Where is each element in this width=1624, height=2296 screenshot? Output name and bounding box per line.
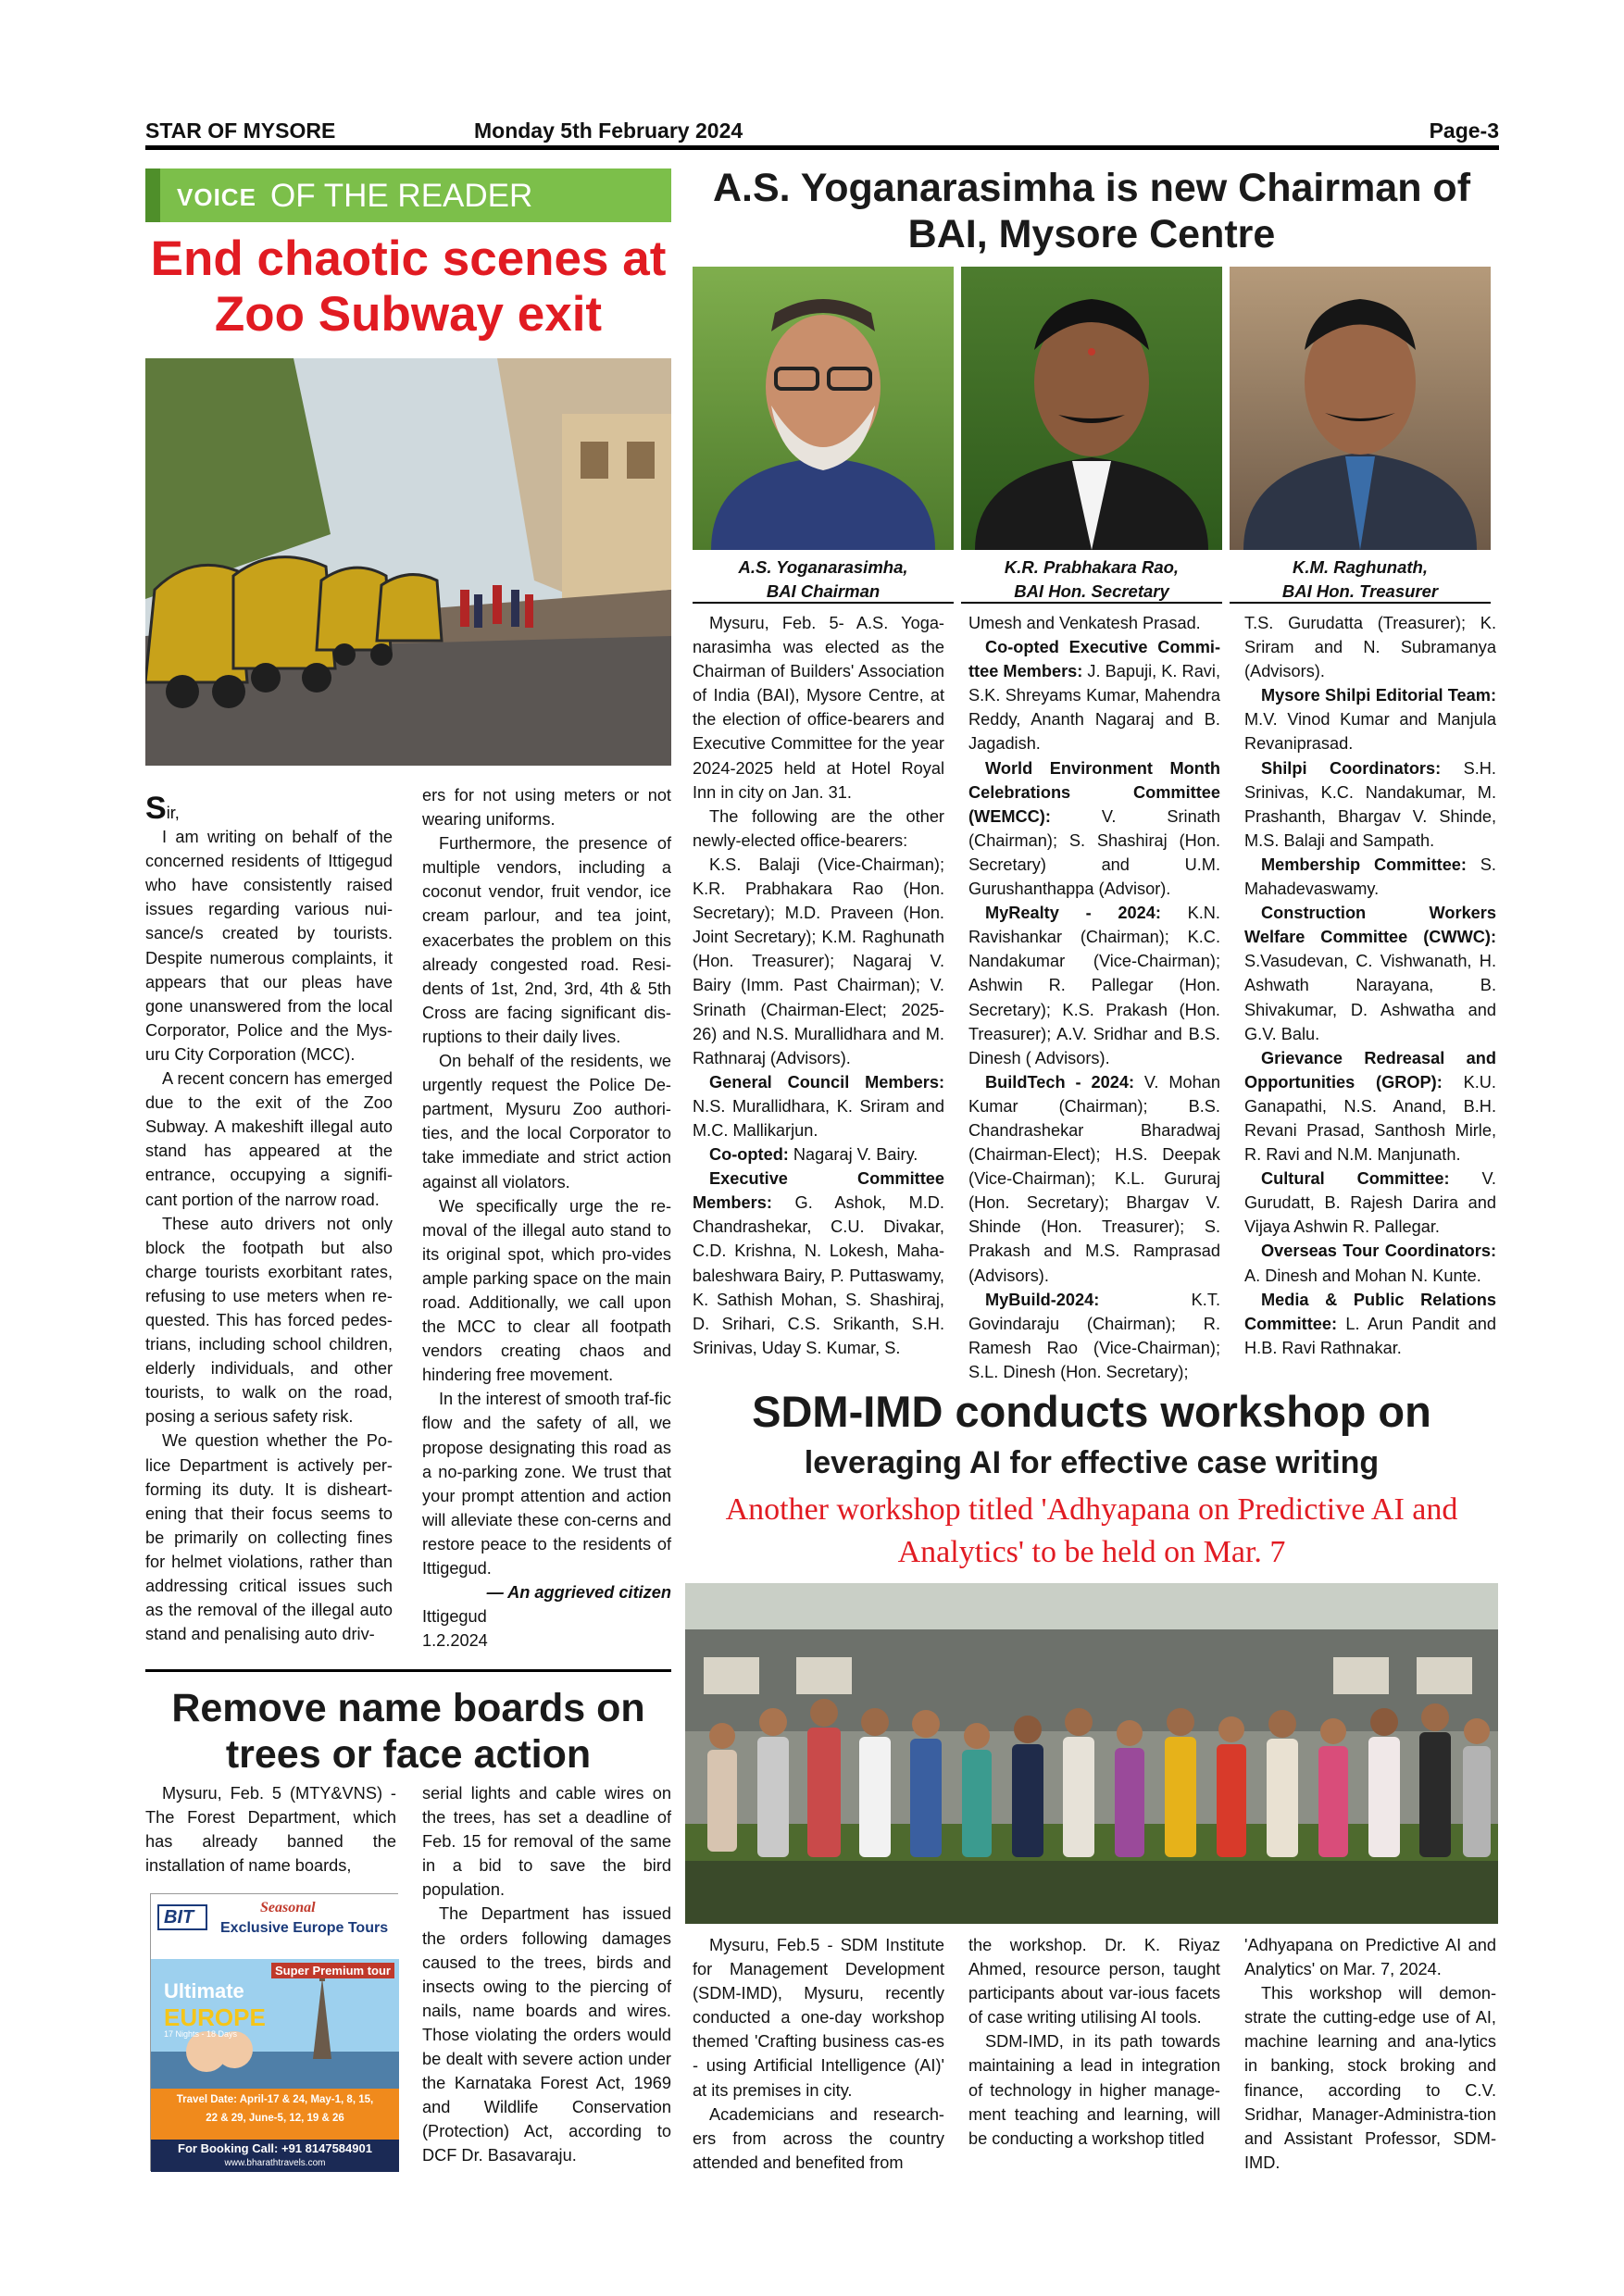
letter-paragraph: We specifically urge the re-moval of the illegal auto stand to its original spot, which pro-vides ample parking space on the main road. Additionally, we call upon the MCC to clear all footpath vendors creating chaos and hindering free movement. <box>422 1196 671 1385</box>
letter-column-2 <box>422 783 671 1653</box>
bai-paragraph <box>1244 1239 1496 1287</box>
bai-text: S.Vasudevan, C. Vishwanath, H. Ashwath Narayana, B. Shivakumar, D. Ashwatha and G.V. Balu. <box>1244 952 1496 1043</box>
sdm-column-2 <box>968 1933 1220 2151</box>
bai-lead: Overseas Tour Coordinators: <box>1261 1242 1496 1261</box>
letter-date: 1.2.2024 <box>422 1631 488 1651</box>
ad-tag: Seasonal <box>260 1900 316 1915</box>
bai-headline: A.S. Yoganarasimha is new Chairman of BAI, Mysore Centre <box>712 166 1471 256</box>
sdm-headline: SDM-IMD conducts workshop on <box>752 1387 1431 1436</box>
voice-label: VOICE <box>177 183 256 211</box>
bai-lead: Media & Public Relations Committee: <box>1244 1290 1496 1333</box>
bai-paragraph <box>1244 756 1496 853</box>
bai-paragraph <box>968 635 1220 755</box>
letter-column-1 <box>145 791 393 1646</box>
bai-text: N.S. Murallidhara, K. Sriram and M.C. Mallikarjun. <box>693 1096 944 1140</box>
bai-text: J. Bapuji, K. Ravi, S.K. Shreyams Kumar, Mahendra Reddy, Ananth Nagaraj and B. Jagadish. <box>968 662 1220 754</box>
bai-paragraph <box>1244 853 1496 901</box>
ad-travel-dates-2: 22 & 29, June-5, 12, 19 & 26 <box>206 2113 344 2124</box>
bai-paragraph <box>968 1288 1220 1384</box>
bai-lead: Mysore Shilpi Editorial Team: <box>1261 686 1496 705</box>
trees-paragraph: Mysuru, Feb. 5 (MTY&VNS) - The Forest Department, which has already banned the installation of name boards, <box>145 1784 396 1876</box>
bai-text: S.H. Srinivas, K.C. Nandakumar, M. Prashanth, Bhargav V. Shinde, M.S. Balaji and Sampath. <box>1244 758 1496 850</box>
ad-nights: 17 Nights - 18 Days <box>164 2029 238 2039</box>
portrait-yoganarasimha <box>693 267 954 550</box>
sdm-paragraph: 'Adhyapana on Predictive AI and Analytics' on Mar. 7, 2024. <box>1244 1936 1496 1979</box>
bai-text: Mysuru, Feb. 5- A.S. Yoga-narasimha was elected as the Chairman of Builders' Association of India (BAI), Mysore Centre, at the election of office-bearers and Executive Committee for the year 2024-2025 held at Hotel Royal Inn in city on Jan. 31. <box>693 614 944 802</box>
bai-text: K.T. Govindaraju (Chairman); R. Ramesh Rao (Vice-Chairman); S.L. Dinesh (Hon. Secretary); <box>968 1290 1220 1381</box>
bai-lead: BuildTech - 2024: <box>985 1072 1134 1092</box>
bai-paragraph <box>693 611 944 805</box>
bai-paragraph <box>1244 1046 1496 1167</box>
bai-lead: Co-opted: <box>709 1145 789 1165</box>
sdm-paragraph: SDM-IMD, in its path towards maintaining a lead in integration of technology in higher manage-ment teaching and learning, will be conducting a workshop titled <box>968 2032 1220 2148</box>
letter-paragraph: Furthermore, the presence of multiple vendors, including a coconut vendor, fruit vendor, ice cream parlour, and tea joint, exacerbates the problem on this already congested road. Resi-dents of 1st, 2nd, 3rd, 4th & 5th Cross are facing significant dis-ruptions to their daily lives. <box>422 834 671 1046</box>
group-people <box>685 1583 1498 1924</box>
sdm-paragraph: Mysuru, Feb.5 - SDM Institute for Management Development (SDM-IMD), Mysuru, recently conducted a one-day workshop themed 'Crafting business cas-es - using Artificial Intelligence (AI)' at its premises in city. <box>693 1936 944 2100</box>
bai-text: V. Srinath (Chairman); S. Shashiraj (Hon. Secretary) and U.M. Gurushanthappa (Advisor). <box>968 806 1220 899</box>
sdm-paragraph: Academicians and research-ers from across the country attended and benefited from <box>693 2104 944 2172</box>
ad-travel-dates-1: Travel Date: April-17 & 24, May-1, 8, 15, <box>176 2094 374 2105</box>
bai-paragraph <box>693 853 944 1070</box>
bai-lead: MyRealty - 2024: <box>985 904 1161 923</box>
bai-text: A. Dinesh and Mohan N. Kunte. <box>1244 1266 1481 1285</box>
bai-lead: Co-opted Executive Commi-ttee Members: <box>968 638 1220 681</box>
bai-text: G. Ashok, M.D. Chandrashekar, C.U. Divakar, C.D. Krishna, N. Lokesh, Maha-baleshwara Bairy, P. Puttaswamy, K. Sathish Mohan, S. Shashiraj, D. Srihari, C.S. Srikanth, S.H. Srinivas, Uday S. Kumar, S. <box>693 1193 944 1357</box>
portrait-prabhakara-rao <box>961 267 1222 550</box>
letter-paragraph: We question whether the Po-lice Department is actively per-forming its duty. It is disheart-ening that their focus seems to be primarily on collecting fines for helmet violations, rather than addressing critical issues such as the removal of the illegal auto stand and penalising auto driv- <box>145 1431 393 1644</box>
bai-text: K.N. Ravishankar (Chairman); K.C. Nandakumar (Vice-Chairman); Ashwin R. Pallegar (Hon. Secretary); K.S. Prakash (Hon. Treasurer); A.V. Sridhar and B.S. Dinesh ( Advisors). <box>968 904 1220 1067</box>
sdm-column-3 <box>1244 1933 1496 2175</box>
bai-lead: General Council Members: <box>709 1072 944 1092</box>
sdm-column-1 <box>693 1933 944 2175</box>
page-number: Page-3 <box>1429 119 1499 143</box>
caption-name: K.R. Prabhakara Rao, <box>1004 557 1180 577</box>
trees-column-2 <box>422 1781 671 2168</box>
bai-column-1 <box>693 611 944 1360</box>
section-divider <box>145 1669 671 1672</box>
trees-paragraph: The Department has issued the orders following damages caused to the trees, birds and insects owing to the piercing of nails, name boards and wires. Those violating the orders would be dealt with severe action under the Karnataka Forest Act, 1969 and Wildlife Conservation (Protection) Act, according to DCF Dr. Basavaraju. <box>422 1904 671 2165</box>
sdm-paragraph: This workshop will demon-strate the cutting-edge use of AI, machine learning and ana-lytics in banking, stock broking and finance, according to C.V. Sridhar, Manager-Administra-tion and Assistant Professor, SDM-IMD. <box>1244 1984 1496 2172</box>
bai-text: M.V. Vinod Kumar and Manjula Revaniprasad. <box>1244 710 1496 754</box>
letter-place: Ittigegud <box>422 1607 487 1627</box>
letter-paragraph: A recent concern has emerged due to the exit of the Zoo Subway. A makeshift illegal auto stand has appeared at the entrance, occupying a signifi-cant portion of the narrow road. <box>145 1069 393 1209</box>
sdm-paragraph: the workshop. Dr. K. Riyaz Ahmed, resource person, taught participants about var-ious facets of case writing utilising AI tools. <box>968 1936 1220 2028</box>
bai-lead: World Environment Month Celebrations Committee (WEMCC): <box>968 758 1220 826</box>
voice-banner <box>145 168 671 222</box>
street-scene-graphic <box>145 358 671 766</box>
bai-paragraph <box>1244 1288 1496 1360</box>
sdm-subheadline: leveraging AI for effective case writing <box>804 1445 1380 1480</box>
bai-text: K.U. Ganapathi, N.S. Anand, B.H. Revani Prasad, Santhosh Mirle, R. Ravi and N.M. Manjunath. <box>1244 1072 1496 1165</box>
bai-lead: MyBuild-2024: <box>985 1290 1100 1309</box>
caption-role: BAI Hon. Treasurer <box>1281 581 1439 601</box>
letter-headline: End chaotic scenes at Zoo Subway exit <box>150 231 667 342</box>
ad-ultimate: Ultimate <box>164 1979 244 2003</box>
ad-title: Exclusive Europe Tours <box>220 1920 389 1936</box>
bai-text: L. Arun Pandit and H.B. Ravi Rathnakar. <box>1244 1314 1496 1357</box>
bai-text: The following are the other newly-elected office-bearers: <box>693 806 944 850</box>
salutation-rest: ir, <box>166 804 180 822</box>
letter-paragraph: I am writing on behalf of the concerned residents of Ittigegud who have consistently raised issues regarding various nui-sance/s created by tourists. Despite numerous complaints, it appears that our pleas have gone unanswered from the local Corporator, Police and the Mys-uru City Corporation (MCC). <box>145 828 393 1064</box>
caption-role: BAI Chairman <box>766 581 881 601</box>
trees-paragraph: serial lights and cable wires on the trees, has set a deadline of Feb. 15 for removal of the same in a bid to save the bird population. <box>422 1784 671 1900</box>
caption-role: BAI Hon. Secretary <box>1014 581 1169 601</box>
caption-chairman <box>693 555 954 604</box>
bai-paragraph <box>693 1070 944 1142</box>
bai-paragraph <box>693 1142 944 1167</box>
bai-paragraph <box>1244 1167 1496 1239</box>
bai-text: S. Mahadevaswamy. <box>1244 855 1496 899</box>
bai-text: K.S. Balaji (Vice-Chairman); K.R. Prabhakara Rao (Hon. Secretary); M.D. Praveen (Hon. Joint Secretary); K.M. Raghunath (Hon. Treasurer); Nagaraj V. Bairy (Imm. Past Chairman); V. Srinath (Chairman-Elect; 2025-26) and N.S. Murallidhara and M. Rathnaraj (Advisors). <box>693 855 944 1067</box>
bai-lead: Membership Committee: <box>1261 855 1467 874</box>
ad-europe: EUROPE <box>164 2003 266 2031</box>
sdm-red-deck: Another workshop titled 'Adhyapana on Predictive AI and Analytics' to be held on Mar. 7 <box>725 1492 1458 1569</box>
bai-paragraph <box>968 901 1220 1070</box>
of-the-reader-label: OF THE READER <box>270 178 533 214</box>
europe-tour-advertisement[interactable] <box>150 1893 398 2171</box>
drop-cap: S <box>145 791 167 826</box>
workshop-group-photo <box>685 1583 1498 1924</box>
bai-paragraph <box>1244 683 1496 755</box>
letter-paragraph: In the interest of smooth traf-fic flow and the safety of all, we propose designating this road as a no-parking zone. We trust that your prompt attention and action will alleviate these con-cerns and restore peace to the residents of Ittigegud. <box>422 1390 671 1578</box>
bai-lead: Executive Committee Members: <box>693 1169 944 1213</box>
bai-lead: Grievance Redreasal and Opportunities (GROP): <box>1244 1048 1496 1092</box>
bai-lead: Construction Workers Welfare Committee (CWWC): <box>1244 904 1496 947</box>
portrait-raghunath <box>1230 267 1491 550</box>
ad-booking-phone[interactable]: For Booking Call: +91 8147584901 <box>178 2141 372 2155</box>
bai-text: V. Gurudatt, B. Rajesh Darira and Vijaya Ashwin R. Pallegar. <box>1244 1169 1496 1237</box>
bai-lead: Cultural Committee: <box>1261 1169 1450 1189</box>
caption-secretary <box>961 555 1222 604</box>
bai-paragraph <box>693 1167 944 1360</box>
trees-column-1 <box>145 1781 396 1878</box>
ad-logo: BIT <box>164 1907 194 1928</box>
letter-paragraph: On behalf of the residents, we urgently request the Police De-partment, Mysuru Zoo authori-ties, and the local Corporator to take immediate and strict action against all violators. <box>422 1052 671 1192</box>
ad-website[interactable]: www.bharathtravels.com <box>224 2158 326 2168</box>
caption-treasurer <box>1230 555 1491 604</box>
ad-super: Super Premium tour <box>271 1963 394 1978</box>
bai-paragraph <box>968 1070 1220 1288</box>
letter-signature: — An aggrieved citizen <box>486 1583 671 1603</box>
paper-name: STAR OF MYSORE <box>145 119 336 143</box>
letter-paragraph: ers for not using meters or not wearing uniforms. <box>422 786 671 830</box>
letter-paragraph: These auto drivers not only block the footpath but also charge tourists exorbitant rates, refusing to use meters when re-quested. This has forced pedes-trians, including school children, elderly individuals, and other tourists, to walk on the road, posing a serious safety risk. <box>145 1214 393 1427</box>
zoo-subway-photo <box>145 358 671 766</box>
salutation <box>145 791 393 826</box>
caption-name: A.S. Yoganarasimha, <box>738 557 908 577</box>
bai-paragraph <box>968 756 1220 902</box>
caption-name: K.M. Raghunath, <box>1293 557 1428 577</box>
bai-paragraph: Umesh and Venkatesh Prasad. <box>968 614 1201 632</box>
bai-column-2 <box>968 611 1220 1384</box>
bai-text: V. Mohan Kumar (Chairman); B.S. Chandrashekar Bharadwaj (Chairman-Elect); H.S. Deepak (Vice-Chairman); K.L. Gururaj (Hon. Secretary); Bhargav V. Shinde (Hon. Treasurer); S. Prakash and M.S. Ramprasad (Advisors). <box>968 1072 1220 1285</box>
masthead <box>145 115 1499 150</box>
issue-date: Monday 5th February 2024 <box>474 119 743 143</box>
bai-text: Nagaraj V. Bairy. <box>788 1145 918 1165</box>
bai-paragraph: T.S. Gurudatta (Treasurer); K. Sriram and N. Subramanya (Advisors). <box>1244 614 1496 681</box>
bai-lead: Shilpi Coordinators: <box>1261 758 1442 778</box>
bai-column-3 <box>1244 611 1496 1360</box>
bai-paragraph <box>693 805 944 853</box>
bai-paragraph <box>1244 901 1496 1046</box>
trees-headline: Remove name boards on trees or face action <box>171 1686 645 1777</box>
banner-tab <box>145 168 160 222</box>
